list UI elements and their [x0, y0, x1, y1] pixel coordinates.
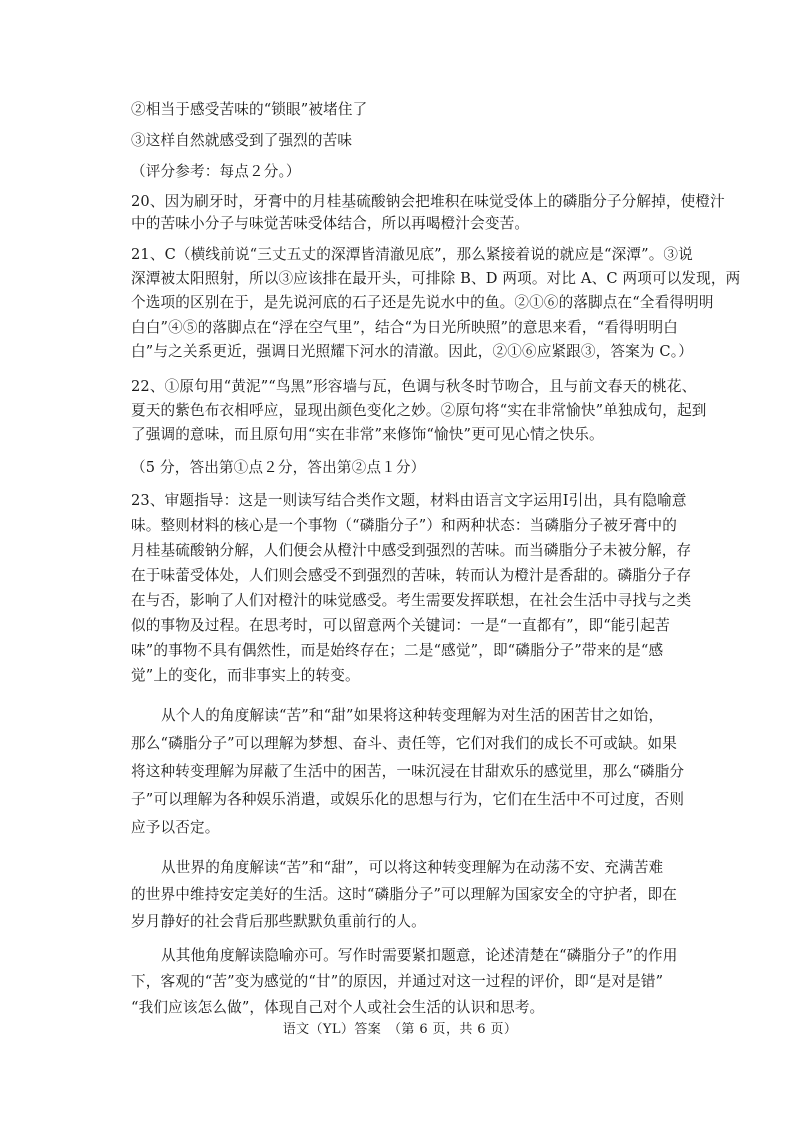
q19-point-3: ③这样自然就感受到了强烈的苦味 [131, 132, 353, 149]
world-perspective-line: 的世界中维持安定美好的生活。这时“磷脂分子”可以理解为国家安全的守护者，即在 [131, 886, 677, 903]
personal-perspective-line: 子”可以理解为各种娱乐消遣，或娱乐化的思想与行为，它们在生活中不可过度，否则 [131, 791, 685, 808]
personal-perspective-line: 应予以否定。 [131, 819, 220, 836]
q23-line: 似的事物及过程。在思考时，可以留意两个关键词：一是“一直都有”，即“能引起苦 [131, 617, 670, 634]
personal-perspective-line: 从个人的角度解读“苦”和“甜”如果将这种转变理解为对生活的困苦甘之如饴， [161, 707, 664, 724]
q22-scoring-note: （5 分，答出第①点２分，答出第②点１分） [131, 459, 426, 476]
q22-line: 了强调的意味，而且原句用“实在非常”来修饰“愉快”更可见心情之快乐。 [131, 426, 604, 443]
q20-line: 20、因为刷牙时，牙膏中的月桂基硫酸钠会把堆积在味觉受体上的磷脂分子分解掉，使橙汁 [131, 193, 725, 210]
q19-point-2: ②相当于感受苦味的“锁眼”被堵住了 [131, 101, 368, 118]
q21-line: 个选项的区别在于，是先说河底的石子还是先说水中的鱼。②①⑥的落脚点在“全看得明明 [131, 294, 714, 311]
q21-line: 21、C（横线前说“三丈五丈的深潭皆清澈见底”，那么紧接着说的就应是“深潭”。③说 [131, 246, 693, 263]
personal-perspective-line: 那么“磷脂分子”可以理解为梦想、奋斗、责任等，它们对我们的成长不可或缺。如果 [131, 735, 677, 752]
q22-line: 22、①原句用“黄泥”“鸟黑”形容墙与瓦，色调与秋冬时节吻合，且与前文春天的桃花、 [131, 378, 697, 395]
q23-line: 月桂基硫酸钠分解，人们便会从橙汁中感受到强烈的苦味。而当磷脂分子未被分解，存 [131, 542, 692, 559]
page-footer: 语文（YL）答案 （第 6 页，共 6 页） [282, 1022, 518, 1037]
q23-line: 觉”上的变化，而非事实上的转变。 [131, 667, 360, 684]
q19-scoring-note: （评分参考：每点２分。） [131, 163, 301, 180]
q23-line: 味”的事物不具有偶然性，而是始终存在；二是“感觉”，即“磷脂分子”带来的是“感 [131, 642, 664, 659]
personal-perspective-line: 将这种转变理解为屏蔽了生活中的困苦，一味沉浸在甘甜欢乐的感觉里，那么“磷脂分 [131, 763, 685, 780]
q20-line: 中的苦味小分子与味觉苦味受体结合，所以再喝橙汁会变苦。 [131, 215, 530, 232]
other-perspective-line: 下，客观的“苦”变为感觉的“甘”的原因，并通过对这一过程的评价，即“是对是错” [131, 973, 664, 990]
q23-line: 在与否，影响了人们对橙汁的味觉感受。考生需要发挥联想，在社会生活中寻找与之类 [131, 592, 692, 609]
world-perspective-line: 岁月静好的社会背后那些默默负重前行的人。 [131, 913, 426, 930]
q21-line: 白白”④⑤的落脚点在“浮在空气里”，结合“为日光所映照”的意思来看，“看得明明白 [131, 319, 678, 336]
world-perspective-line: 从世界的角度解读“苦”和“甜”，可以将这种转变理解为在动荡不安、充满苦难 [161, 859, 664, 876]
other-perspective-line: 从其他角度解读隐喻亦可。写作时需要紧扣题意，论述清楚在“磷脂分子”的作用 [161, 947, 678, 964]
other-perspective-line: “我们应该怎么做”，体现自己对个人或社会生活的认识和思考。 [131, 999, 545, 1016]
q22-line: 夏天的紫色布衣相呼应，显现出颜色变化之妙。②原句将“实在非常愉快”单独成句，起到 [131, 402, 707, 419]
q21-line: 深潭被太阳照射，所以③应该排在最开头，可排除 B、D 两项。对比 A、C 两项可以发现，两 [131, 270, 741, 287]
q23-line: 23、审题指导：这是一则读写结合类作文题，材料由语言文字运用Ⅰ引出，具有隐喻意 [131, 492, 687, 509]
q21-line: 白”与之关系更近，强调日光照耀下河水的清澈。因此，②①⑥应紧跟③，答案为 C。） [131, 343, 693, 360]
q23-line: 在于味蕾受体处，人们则会感受不到强烈的苦味，转而认为橙汁是香甜的。磷脂分子存 [131, 567, 692, 584]
q23-line: 味。整则材料的核心是一个事物（“磷脂分子”）和两种状态：当磷脂分子被牙膏中的 [131, 517, 677, 534]
